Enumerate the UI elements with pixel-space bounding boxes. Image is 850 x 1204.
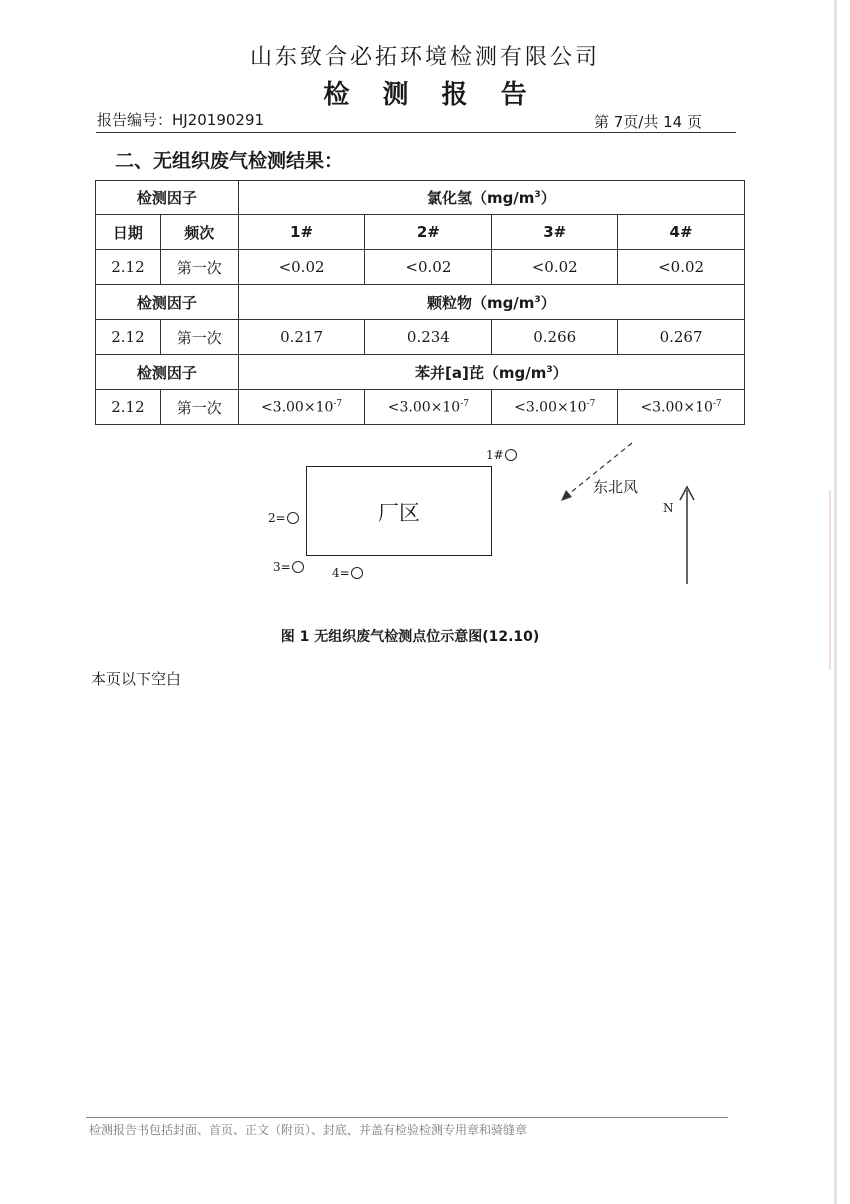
table-row	[96, 390, 745, 425]
monitoring-point-1: 1#	[486, 448, 517, 462]
footer-note: 检测报告书包括封面、首页、正文（附页）、封底，并盖有检验检测专用章和骑缝章	[89, 1123, 528, 1137]
point-marker-icon	[505, 449, 517, 461]
title-char: 告	[500, 80, 527, 110]
value-cell: $<3.00\times 10^{-7}$	[492, 390, 618, 425]
point-marker-icon	[351, 567, 363, 579]
date-cell: 2.12	[96, 390, 161, 425]
value-cell: 0.266	[492, 320, 618, 355]
monitoring-point-4: 4=	[332, 566, 363, 580]
factor-name: 苯并[a]芘$(mg/m^3)$	[238, 355, 744, 390]
report-number: 报告编号：HJ20190291	[97, 111, 265, 129]
date-cell: 2.12	[96, 320, 161, 355]
value-cell: 0.267	[618, 320, 745, 355]
table-row	[96, 250, 745, 285]
table-row	[96, 181, 745, 215]
point-marker-icon	[292, 561, 304, 573]
value-cell: 0.234	[365, 320, 492, 355]
plant-label: 厂区	[378, 501, 420, 525]
table-row	[96, 355, 745, 390]
factor-label: 检测因子	[96, 285, 239, 320]
date-header: 日期	[96, 215, 161, 250]
date-cell: 2.12	[96, 250, 161, 285]
value-cell: $<3.00\times 10^{-7}$	[618, 390, 745, 425]
section-title: 二、无组织废气检测结果：	[115, 150, 344, 172]
value-cell: 0.217	[238, 320, 365, 355]
frequency-cell: 第一次	[160, 250, 238, 285]
value-cell: <0.02	[618, 250, 745, 285]
page-indicator: 第 7页/共 14 页	[594, 113, 702, 131]
value-cell: <0.02	[492, 250, 618, 285]
monitoring-point-2: 2=	[268, 511, 299, 525]
wind-arrow-head	[561, 490, 572, 501]
value-cell: $<3.00\times 10^{-7}$	[238, 390, 365, 425]
factor-name: 颗粒物$(mg/m^3)$	[238, 285, 744, 320]
frequency-cell: 第一次	[160, 320, 238, 355]
title-char: 测	[382, 80, 409, 110]
table-row	[96, 285, 745, 320]
factor-label: 检测因子	[96, 181, 239, 215]
seal-edge-mark	[829, 490, 831, 670]
results-table	[95, 180, 745, 425]
figure-caption: 图 1 无组织废气检测点位示意图(12.10)	[280, 629, 540, 645]
sampling-point-diagram	[250, 436, 720, 596]
value-cell: <0.02	[238, 250, 365, 285]
point-marker-icon	[287, 512, 299, 524]
north-label: N	[663, 501, 674, 515]
table-row	[96, 215, 745, 250]
header-divider	[96, 132, 736, 133]
blank-page-note: 本页以下空白	[91, 670, 182, 688]
point-header: 4#	[618, 215, 745, 250]
point-header: 3#	[492, 215, 618, 250]
factor-label: 检测因子	[96, 355, 239, 390]
wind-label: 东北风	[593, 478, 639, 496]
plant-area	[306, 466, 492, 556]
footer-divider	[86, 1117, 728, 1118]
report-title	[0, 74, 850, 111]
value-cell: <0.02	[365, 250, 492, 285]
frequency-cell: 第一次	[160, 390, 238, 425]
title-char: 报	[441, 80, 468, 110]
factor-name: 氯化氢$(mg/m^3)$	[238, 181, 744, 215]
value-cell: $<3.00\times 10^{-7}$	[365, 390, 492, 425]
monitoring-point-3: 3=	[273, 560, 304, 574]
company-name: 山东致合必拓环境检测有限公司	[249, 45, 600, 70]
table-row	[96, 320, 745, 355]
scan-edge	[834, 0, 837, 1204]
frequency-header: 频次	[160, 215, 238, 250]
point-header: 2#	[365, 215, 492, 250]
point-header: 1#	[238, 215, 365, 250]
title-char: 检	[323, 80, 350, 110]
